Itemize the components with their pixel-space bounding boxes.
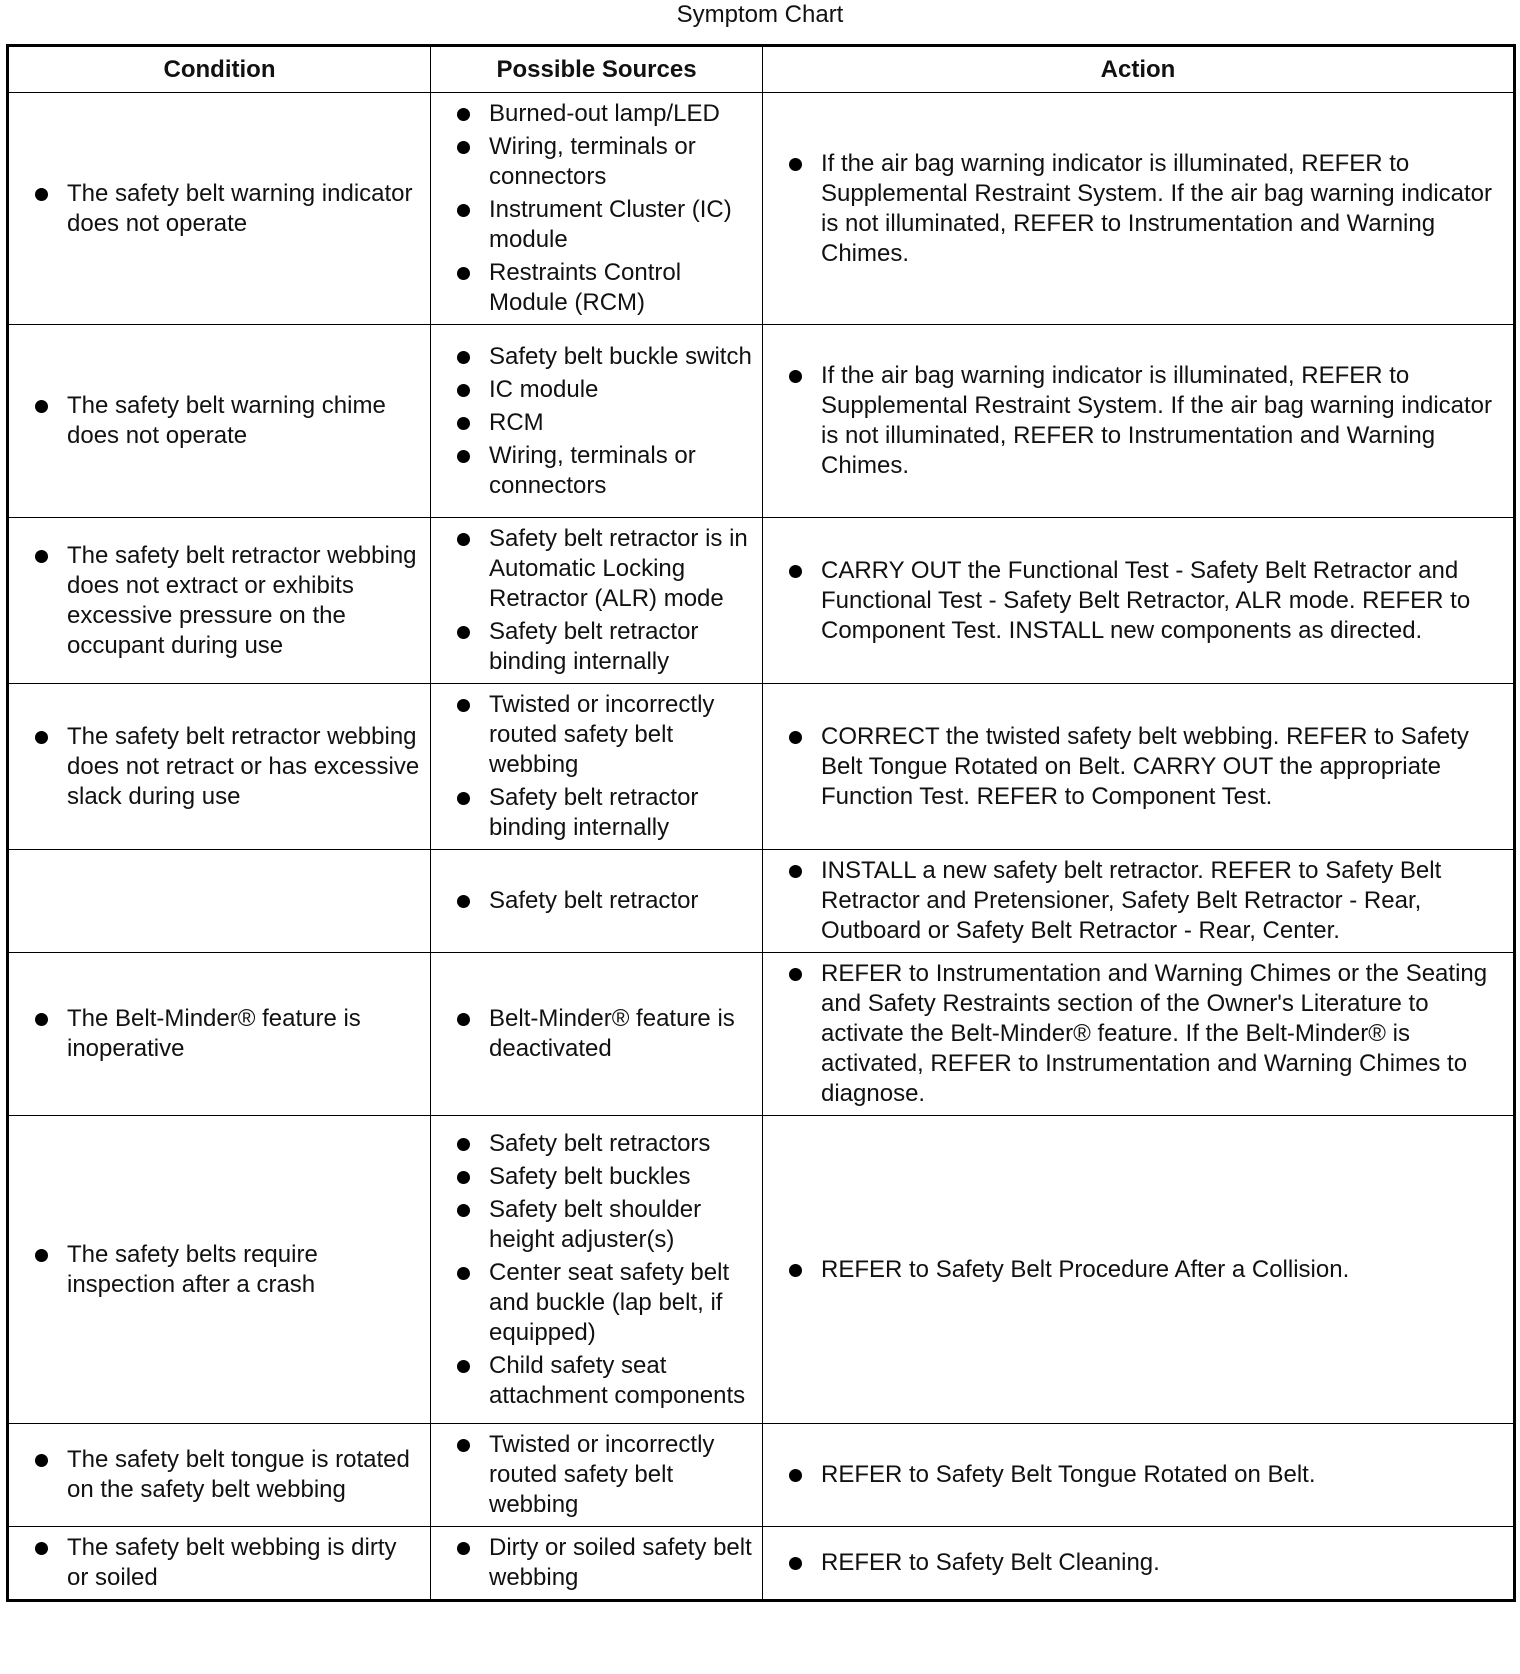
source-item: Wiring, terminals or connectors [451,132,752,192]
action-cell [763,850,1515,953]
action-item: INSTALL a new safety belt retractor. REFER to Safety Belt Retractor and Pretensioner, Safety Belt Retractor - Rear, Outboard or Safety Belt Retractor - Rear, Center. [783,856,1501,946]
action-item: REFER to Safety Belt Tongue Rotated on Belt. [783,1460,1501,1490]
source-item: RCM [451,408,752,438]
symptom-chart-table [6,44,1516,1602]
page-title: Symptom Chart [676,1,844,28]
condition-item: The safety belt retractor webbing does not retract or has excessive slack during use [29,722,420,812]
action-item: If the air bag warning indicator is illuminated, REFER to Supplemental Restraint System. If the air bag warning indicator is not illuminated, REFER to Instrumentation and Warning Chimes. [783,149,1501,269]
action-item: If the air bag warning indicator is illuminated, REFER to Supplemental Restraint System. If the air bag warning indicator is not illuminated, REFER to Instrumentation and Warning Chimes. [783,361,1501,481]
source-item: Wiring, terminals or connectors [451,441,752,501]
sources-cell [431,684,763,850]
table-row [8,518,1515,684]
action-cell [763,953,1515,1116]
condition-cell [8,1527,431,1601]
source-item: Safety belt buckles [451,1162,752,1192]
sources-cell [431,850,763,953]
source-item: Safety belt buckle switch [451,342,752,372]
source-item: Center seat safety belt and buckle (lap belt, if equipped) [451,1258,752,1348]
action-item: REFER to Safety Belt Procedure After a Collision. [783,1255,1501,1285]
condition-cell [8,1116,431,1424]
condition-item: The safety belt warning indicator does not operate [29,179,420,239]
sources-cell [431,1424,763,1527]
condition-cell [8,1424,431,1527]
sources-cell [431,325,763,518]
source-item: Belt-Minder® feature is deactivated [451,1004,752,1064]
action-item: REFER to Instrumentation and Warning Chimes or the Seating and Safety Restraints section of the Owner's Literature to activate the Belt-Minder® feature. If the Belt-Minder® is activated, REFER to Instrumentation and Warning Chimes to diagnose. [783,959,1501,1109]
table-row [8,850,1515,953]
source-item: Safety belt retractor [451,886,752,916]
header-action: Action [763,46,1515,93]
header-possible-sources: Possible Sources [431,46,763,93]
condition-item: The Belt-Minder® feature is inoperative [29,1004,420,1064]
source-item: Instrument Cluster (IC) module [451,195,752,255]
sources-cell [431,518,763,684]
header-row [8,46,1515,93]
condition-item: The safety belt webbing is dirty or soiled [29,1533,420,1593]
action-cell [763,1527,1515,1601]
table-row [8,93,1515,325]
source-item: Safety belt retractors [451,1129,752,1159]
source-item: Safety belt shoulder height adjuster(s) [451,1195,752,1255]
condition-cell [8,518,431,684]
action-item: CARRY OUT the Functional Test - Safety Belt Retractor and Functional Test - Safety Belt Retractor, ALR mode. REFER to Component Test. INSTALL new components as directed. [783,556,1501,646]
condition-item: The safety belt retractor webbing does not extract or exhibits excessive pressure on the occupant during use [29,541,420,661]
sources-cell [431,93,763,325]
source-item: Safety belt retractor binding internally [451,783,752,843]
table-row [8,953,1515,1116]
action-cell [763,684,1515,850]
action-cell [763,1116,1515,1424]
sources-cell [431,953,763,1116]
table-row [8,325,1515,518]
source-item: Child safety seat attachment components [451,1351,752,1411]
header-condition: Condition [8,46,431,93]
action-cell [763,93,1515,325]
source-item: Safety belt retractor is in Automatic Locking Retractor (ALR) mode [451,524,752,614]
condition-cell [8,325,431,518]
condition-item: The safety belt tongue is rotated on the safety belt webbing [29,1445,420,1505]
sources-cell [431,1116,763,1424]
source-item: Restraints Control Module (RCM) [451,258,752,318]
action-item: REFER to Safety Belt Cleaning. [783,1548,1501,1578]
source-item: Twisted or incorrectly routed safety belt webbing [451,690,752,780]
table-row [8,1116,1515,1424]
action-cell [763,518,1515,684]
condition-item: The safety belt warning chime does not operate [29,391,420,451]
action-cell [763,325,1515,518]
sources-cell [431,1527,763,1601]
source-item: Safety belt retractor binding internally [451,617,752,677]
table-row [8,1424,1515,1527]
source-item: IC module [451,375,752,405]
action-item: CORRECT the twisted safety belt webbing. REFER to Safety Belt Tongue Rotated on Belt. CARRY OUT the appropriate Function Test. REFER to Component Test. [783,722,1501,812]
condition-cell [8,953,431,1116]
condition-cell-empty [8,850,431,953]
table-row [8,1527,1515,1601]
source-item: Dirty or soiled safety belt webbing [451,1533,752,1593]
table-row [8,684,1515,850]
chart-body [8,93,1515,1601]
condition-item: The safety belts require inspection after a crash [29,1240,420,1300]
condition-cell [8,684,431,850]
condition-cell [8,93,431,325]
source-item: Twisted or incorrectly routed safety belt webbing [451,1430,752,1520]
source-item: Burned-out lamp/LED [451,99,752,129]
action-cell [763,1424,1515,1527]
